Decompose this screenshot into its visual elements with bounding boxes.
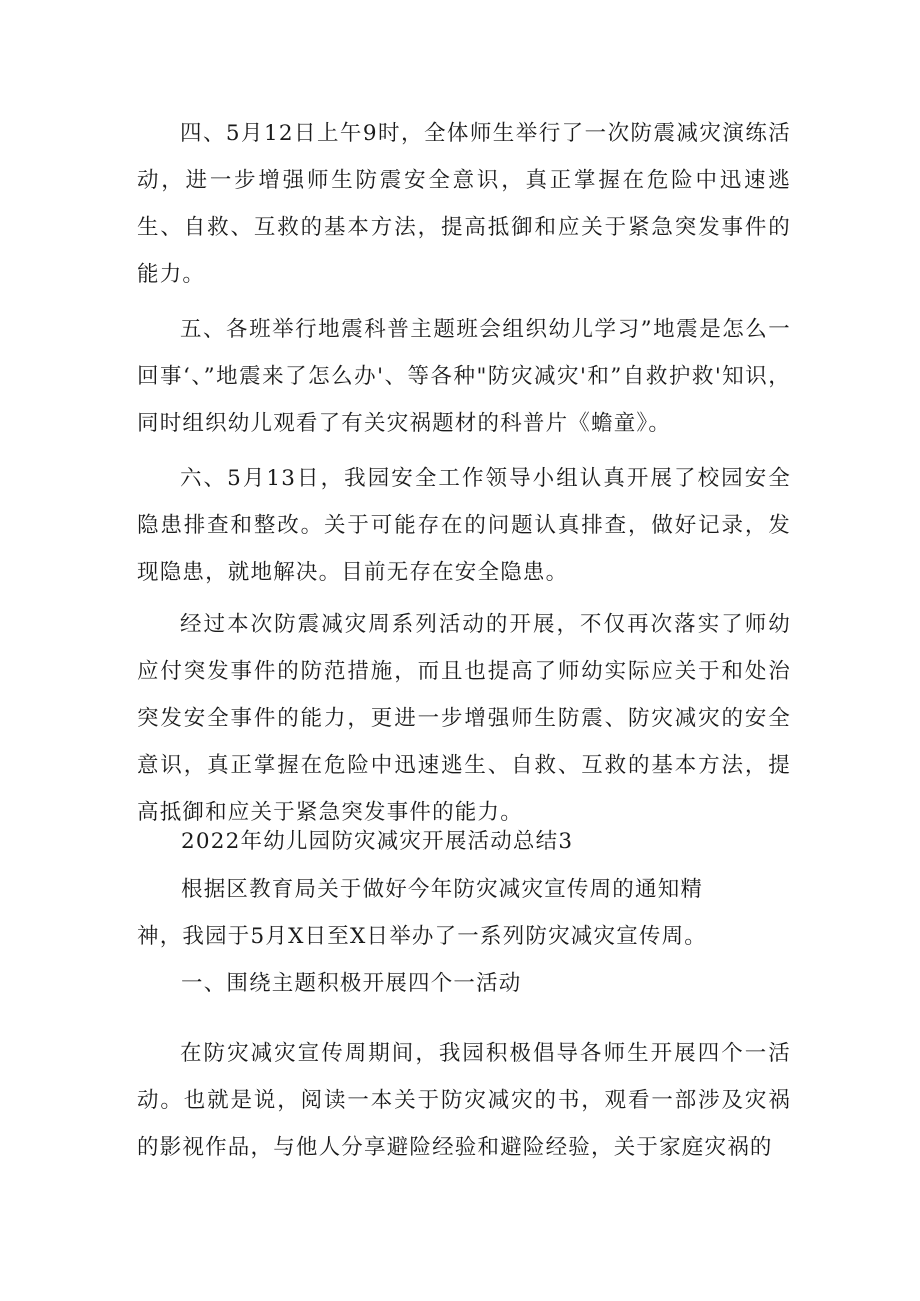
- paragraph-item-6: 六、5月13日，我园安全工作领导小组认真开展了校园安全隐患排查和整改。关于可能存在的问题认真排查，做好记录，发现隐患，就地解决。目前无存在安全隐患。: [137, 466, 791, 585]
- paragraph-item-5: 五、各班举行地震科普主题班会组织幼儿学习”地震是怎么一回事‘、”地震来了怎么办'、等各种"防灾减灾'和”自救护救'知识，同时组织幼儿观看了有关灾祸题材的科普片《蟾童》。: [137, 317, 791, 436]
- subheading: 一、围绕主题积极开展四个一活动: [181, 971, 522, 996]
- paragraph-summary: 经过本次防震减灾周系列活动的开展，不仅再次落实了师幼应付突发事件的防范措施，而且也提高了师幼实际应关于和处治突发安全事件的能力，更进一步增强师生防震、防灾减灾的安全意识，真正掌握在危险中迅速逃生、自救、互救的基本方法，提高抵御和应关于紧急突发事件的能力。: [137, 612, 791, 825]
- intro-line-2: 神，我园于5月X日至X日举办了一系列防灾减灾宣传周。: [137, 924, 707, 949]
- section-title: 2022年幼儿园防灾减灾开展活动总结3: [181, 829, 574, 854]
- intro-line-1: 根据区教育局关于做好今年防灾减灾宣传周的通知精: [181, 877, 704, 902]
- paragraph-activities: 在防灾减灾宣传周期间，我园积极倡导各师生开展四个一活动。也就是说，阅读一本关于防灾减灾的书，观看一部涉及灾祸的影视作品，与他人分享避险经验和避险经验，关于家庭灾祸的: [137, 1041, 791, 1160]
- paragraph-item-4: 四、5月12日上午9时，全体师生举行了一次防震减灾演练活动，进一步增强师生防震安全意识，真正掌握在危险中迅速逃生、自救、互救的基本方法，提高抵御和应关于紧急突发事件的能力。: [137, 121, 791, 287]
